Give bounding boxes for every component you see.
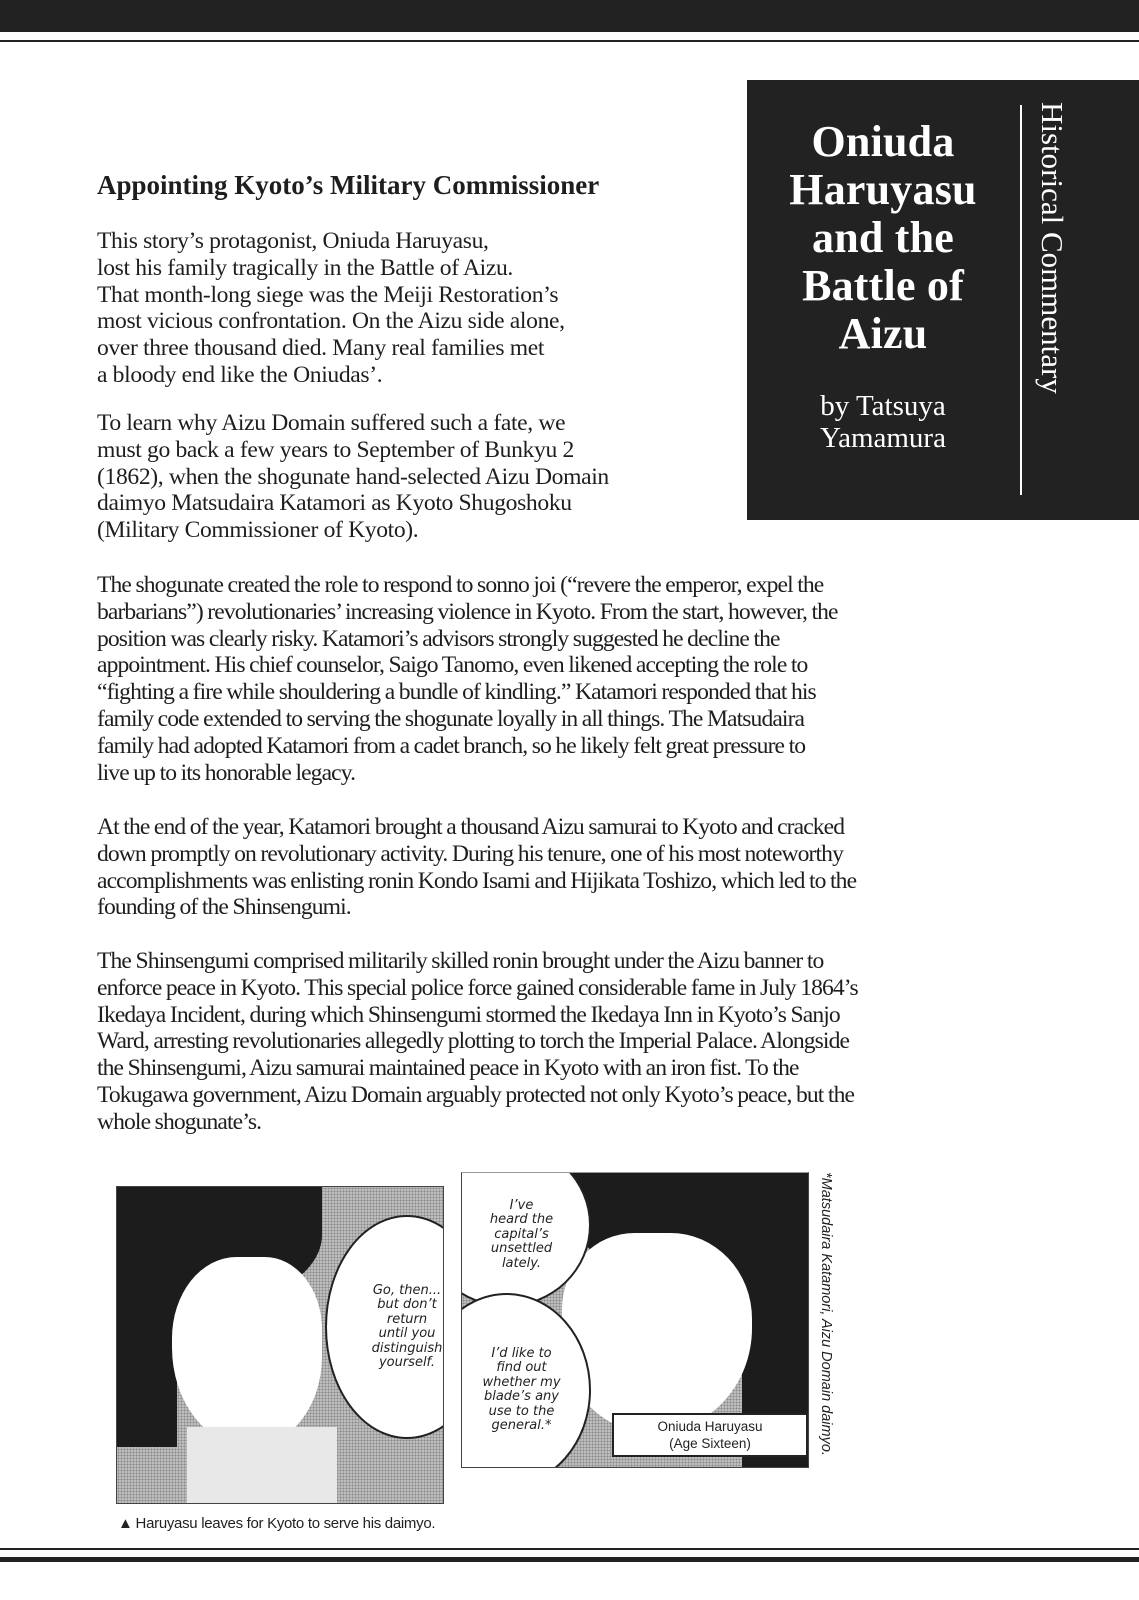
title-line: Aizu <box>838 309 928 358</box>
text-line: The shogunate created the role to respond to sonno joi (“revere the emperor, expel the <box>97 572 824 598</box>
text-line: most vicious confrontation. On the Aizu side alone, <box>97 308 565 335</box>
speech-line: heard the <box>489 1212 554 1228</box>
speech-line: use to the <box>488 1403 555 1419</box>
paragraph-4 <box>97 814 856 921</box>
text-line: over three thousand died. Many real families met <box>97 335 545 362</box>
speech-line: I’ve <box>509 1197 534 1213</box>
character-face <box>562 1233 752 1433</box>
text-line: enforce peace in Kyoto. This special police force gained considerable fame in July 1864’s <box>97 974 858 1001</box>
speech-line: find out <box>496 1360 547 1375</box>
speech-line: unsettled <box>490 1241 553 1257</box>
title-divider <box>1020 105 1022 495</box>
author-line: by Tatsuya <box>820 390 946 422</box>
text-line: live up to its honorable legacy. <box>97 759 356 786</box>
text-line: Ikedaya Incident, during which Shinsengumi stormed the Ikedaya Inn in Kyoto’s Sanjo <box>97 1001 840 1028</box>
speech-text <box>372 1284 443 1371</box>
text-line: (1862), when the shogunate hand-selected Aizu Domain <box>97 463 609 490</box>
text-line: At the end of the year, Katamori brought a thousand Aizu samurai to Kyoto and cracked <box>97 814 845 840</box>
title-line: Haruyasu <box>789 165 977 214</box>
title-block <box>747 80 1139 520</box>
text-line: barbarians”) revolutionaries’ increasing violence in Kyoto. From the start, however, the <box>97 598 838 625</box>
text-line: family had adopted Katamori from a cadet branch, so he likely felt great pressure to <box>97 732 806 759</box>
section-heading: Appointing Kyoto’s Military Commissioner <box>97 170 600 200</box>
title-line: Battle of <box>802 261 964 310</box>
figure-footnote: *Matsudaira Katamori, Aizu Domain daimyo. <box>818 1172 834 1456</box>
bottom-rule-thick <box>0 1557 1139 1562</box>
text-line: That month-long siege was the Meiji Restoration’s <box>97 281 559 308</box>
title-line: and the <box>812 213 954 262</box>
paragraph-2 <box>97 410 609 544</box>
paragraph-5 <box>97 948 858 1136</box>
speech-line: general.* <box>491 1418 552 1433</box>
speech-text <box>461 1347 561 1434</box>
text-line: founding of the Shinsengumi. <box>97 894 351 921</box>
text-line: To learn why Aizu Domain suffered such a fate, we <box>97 410 566 436</box>
speech-text <box>461 1179 553 1272</box>
article-author <box>747 390 1019 454</box>
speech-line: yourself. <box>378 1355 436 1370</box>
text-line: lost his family tragically in the Battle of Aizu. <box>97 254 513 281</box>
character-hair-side <box>117 1227 177 1447</box>
text-line: (Military Commissioner of Kyoto). <box>97 517 419 544</box>
speech-line: distinguish <box>371 1340 443 1356</box>
text-line: This story’s protagonist, Oniuda Haruyasu, <box>97 228 489 254</box>
triangle-up-icon: ▲ <box>118 1515 133 1532</box>
speech-line: Go, then... <box>372 1282 442 1298</box>
text-line: must go back a few years to September of Bunkyu 2 <box>97 436 574 463</box>
speech-line: return <box>386 1311 428 1327</box>
text-line: “fighting a fire while shouldering a bundle of kindling.” Katamori responded that his <box>97 679 816 706</box>
text-line: down promptly on revolutionary activity. During his tenure, one of his most noteworthy <box>97 840 843 867</box>
paragraph-1 <box>97 228 565 389</box>
speech-line: lately. <box>501 1255 542 1271</box>
manga-panel-right <box>461 1172 809 1468</box>
text-line: position was clearly risky. Katamori’s advisors strongly suggested he decline the <box>97 625 780 652</box>
speech-line: capital’s <box>494 1226 549 1242</box>
speech-bubble <box>325 1215 444 1439</box>
manga-panel-left <box>116 1186 444 1504</box>
bottom-rule-thin <box>0 1548 1139 1550</box>
text-line: The Shinsengumi comprised militarily skilled ronin brought under the Aizu banner to <box>97 948 824 974</box>
text-line: Ward, arresting revolutionaries allegedly plotting to torch the Imperial Palace. Alongside <box>97 1028 850 1055</box>
character-name-box <box>612 1413 808 1457</box>
text-line: appointment. His chief counselor, Saigo Tanomo, even likened accepting the role to <box>97 652 808 679</box>
article-title <box>747 118 1019 358</box>
speech-line: blade’s any <box>483 1389 559 1404</box>
character-age: (Age Sixteen) <box>669 1436 751 1451</box>
character-collar <box>187 1427 337 1504</box>
text-line: family code extended to serving the shogunate loyally in all things. The Matsudaira <box>97 705 805 732</box>
text-line: accomplishments was enlisting ronin Kondo Isami and Hijikata Toshizo, which led to the <box>97 867 857 894</box>
title-line: Oniuda <box>811 117 955 166</box>
paragraph-3 <box>97 572 838 786</box>
figure-caption <box>118 1515 435 1532</box>
speech-line: I’d like to <box>491 1345 552 1361</box>
character-name: Oniuda Haruyasu <box>657 1419 763 1434</box>
text-line: daimyo Matsudaira Katamori as Kyoto Shugoshoku <box>97 490 572 517</box>
speech-line: but don’t <box>377 1297 437 1312</box>
text-line: the Shinsengumi, Aizu samurai maintained peace in Kyoto with an iron fist. To the <box>97 1055 799 1082</box>
character-face <box>172 1257 322 1447</box>
series-label: Historical Commentary <box>1035 102 1070 394</box>
text-line: whole shogunate’s. <box>97 1108 262 1135</box>
speech-line: until you <box>378 1326 436 1341</box>
text-line: a bloody end like the Oniudas’. <box>97 361 383 388</box>
top-border-bar <box>0 0 1139 32</box>
text-line: Tokugawa government, Aizu Domain arguably protected not only Kyoto’s peace, but the <box>97 1081 855 1108</box>
caption-text: Haruyasu leaves for Kyoto to serve his daimyo. <box>135 1515 436 1532</box>
speech-line: whether my <box>482 1374 561 1390</box>
author-line: Yamamura <box>820 422 946 454</box>
top-rule <box>0 40 1139 42</box>
